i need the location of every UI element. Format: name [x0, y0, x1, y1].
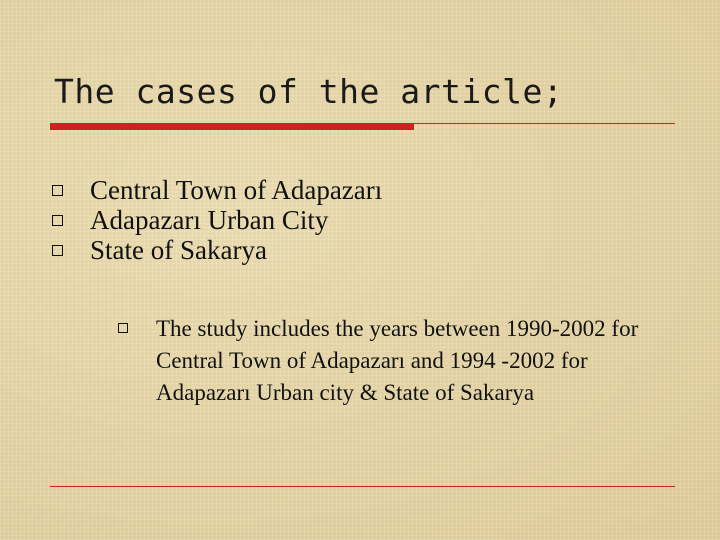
- hollow-square-bullet-icon: [52, 215, 63, 226]
- hollow-square-bullet-icon: [118, 323, 128, 333]
- bullet-text: Central Town of Adapazarı: [90, 175, 383, 205]
- bullet-text: State of Sakarya: [90, 235, 267, 265]
- title-underline-thick: [50, 123, 414, 130]
- hollow-square-bullet-icon: [52, 185, 63, 196]
- sub-bullet-text: The study includes the years between 1990-2002 for Central Town of Adapazarı and 1994 -2002 for Adapazarı Urban city & State of Sakarya: [156, 316, 639, 405]
- hollow-square-bullet-icon: [52, 245, 63, 256]
- footer-divider: [50, 486, 675, 487]
- slide-title: The cases of the article;: [54, 72, 564, 111]
- bullet-text: Adapazarı Urban City: [90, 205, 329, 235]
